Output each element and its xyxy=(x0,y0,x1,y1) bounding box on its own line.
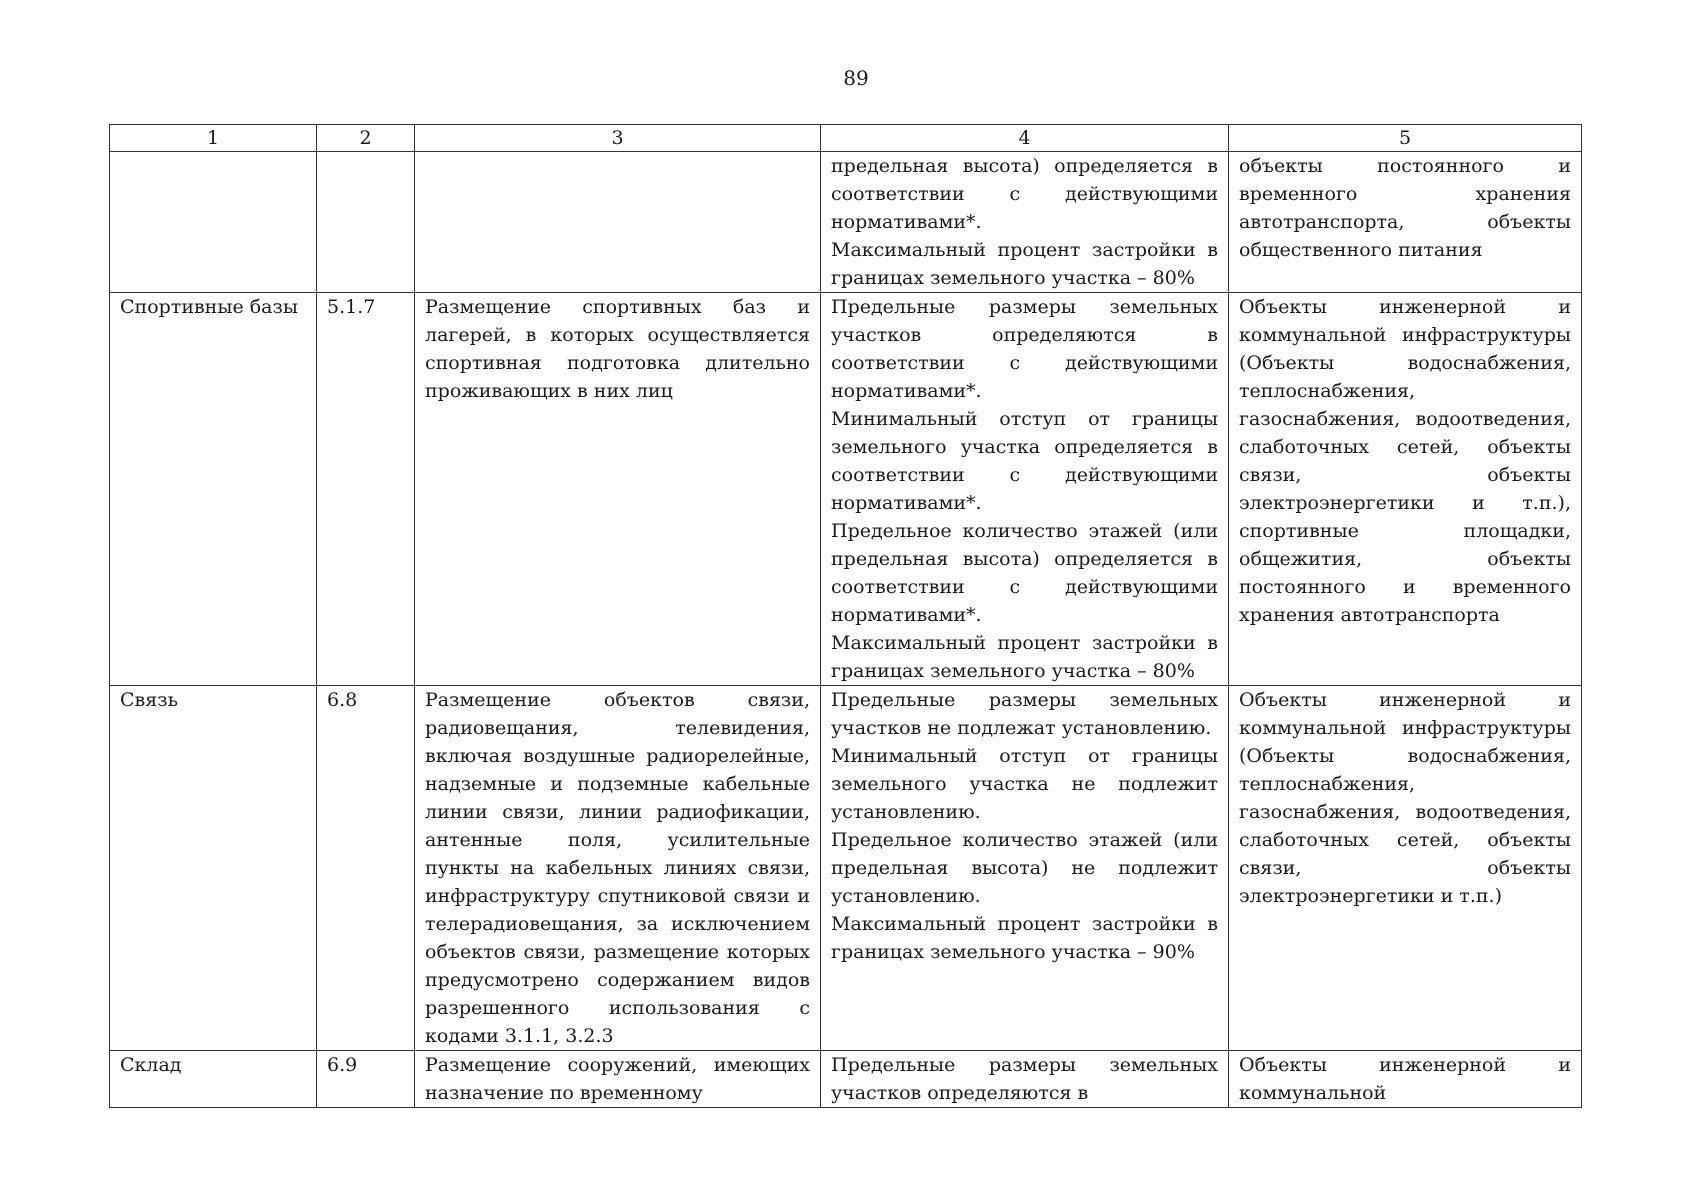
column-header-1: 1 xyxy=(110,125,317,152)
auxiliary-uses-cell: Объекты инженерной и коммунальной инфраструктуры (Объекты водоснабжения, теплоснабжения, газоснабжения, водоотведения, слаботочных сетей, объекты связи, объекты электроэнергетики и т.п.), спортивные площадки, общежития, объекты постоянного и временного хранения автотранспорта xyxy=(1229,293,1582,686)
column-header-5: 5 xyxy=(1229,125,1582,152)
parameter-text: Предельные размеры земельных участков не подлежат установлению. xyxy=(831,689,1218,739)
auxiliary-uses-cell: объекты постоянного и временного хранения автотранспорта, объекты общественного питания xyxy=(1229,152,1582,293)
use-description-cell: Размещение спортивных баз и лагерей, в которых осуществляется спортивная подготовка длительно проживающих в них лиц xyxy=(415,293,821,686)
column-header-3: 3 xyxy=(415,125,821,152)
parameter-text: Минимальный отступ от границы земельного участка не подлежит установлению. xyxy=(831,745,1218,823)
page-number: 89 xyxy=(843,66,869,90)
auxiliary-uses-cell: Объекты инженерной и коммунальной инфраструктуры (Объекты водоснабжения, теплоснабжения, газоснабжения, водоотведения, слаботочных сетей, объекты связи, объекты электроэнергетики и т.п.) xyxy=(1229,686,1582,1051)
parameter-text: Максимальный процент застройки в границах земельного участка – 80% xyxy=(831,239,1218,289)
parameters-cell xyxy=(821,686,1229,1051)
use-name-cell: Связь xyxy=(110,686,317,1051)
table-row xyxy=(110,1051,1582,1108)
column-header-2: 2 xyxy=(317,125,415,152)
parameter-text: Предельные размеры земельных участков определяются в xyxy=(831,1054,1218,1104)
use-code-cell: 6.8 xyxy=(317,686,415,1051)
table-row xyxy=(110,293,1582,686)
parameter-text: Предельное количество этажей (или предельная высота) не подлежит установлению. xyxy=(831,829,1218,907)
zoning-regulations-table xyxy=(109,124,1582,1108)
parameter-text: Предельные размеры земельных участков определяются в соответствии с действующими нормативами*. xyxy=(831,296,1218,402)
use-code-cell: 5.1.7 xyxy=(317,293,415,686)
auxiliary-uses-cell: Объекты инженерной и коммунальной xyxy=(1229,1051,1582,1108)
table-header-row xyxy=(110,125,1582,152)
use-name-cell xyxy=(110,152,317,293)
table-row xyxy=(110,152,1582,293)
use-name-cell: Спортивные базы xyxy=(110,293,317,686)
use-code-cell xyxy=(317,152,415,293)
use-description-cell: Размещение объектов связи, радиовещания, телевидения, включая воздушные радиорелейные, надземные и подземные кабельные линии связи, линии радиофикации, антенные поля, усилительные пункты на кабельных линиях связи, инфраструктуру спутниковой связи и телерадиовещания, за исключением объектов связи, размещение которых предусмотрено содержанием видов разрешенного использования с кодами 3.1.1, 3.2.3 xyxy=(415,686,821,1051)
table-row xyxy=(110,686,1582,1051)
column-header-4: 4 xyxy=(821,125,1229,152)
parameters-cell xyxy=(821,152,1229,293)
parameter-text: Предельное количество этажей (или предельная высота) определяется в соответствии с действующими нормативами*. xyxy=(831,520,1218,626)
parameter-text: Максимальный процент застройки в границах земельного участка – 90% xyxy=(831,913,1218,963)
parameter-text: Максимальный процент застройки в границах земельного участка – 80% xyxy=(831,632,1218,682)
parameters-cell xyxy=(821,1051,1229,1108)
use-description-cell xyxy=(415,152,821,293)
use-code-cell: 6.9 xyxy=(317,1051,415,1108)
use-name-cell: Склад xyxy=(110,1051,317,1108)
use-description-cell: Размещение сооружений, имеющих назначение по временному xyxy=(415,1051,821,1108)
parameter-text: предельная высота) определяется в соответствии с действующими нормативами*. xyxy=(831,155,1218,233)
parameter-text: Минимальный отступ от границы земельного участка определяется в соответствии с действующими нормативами*. xyxy=(831,408,1218,514)
parameters-cell xyxy=(821,293,1229,686)
